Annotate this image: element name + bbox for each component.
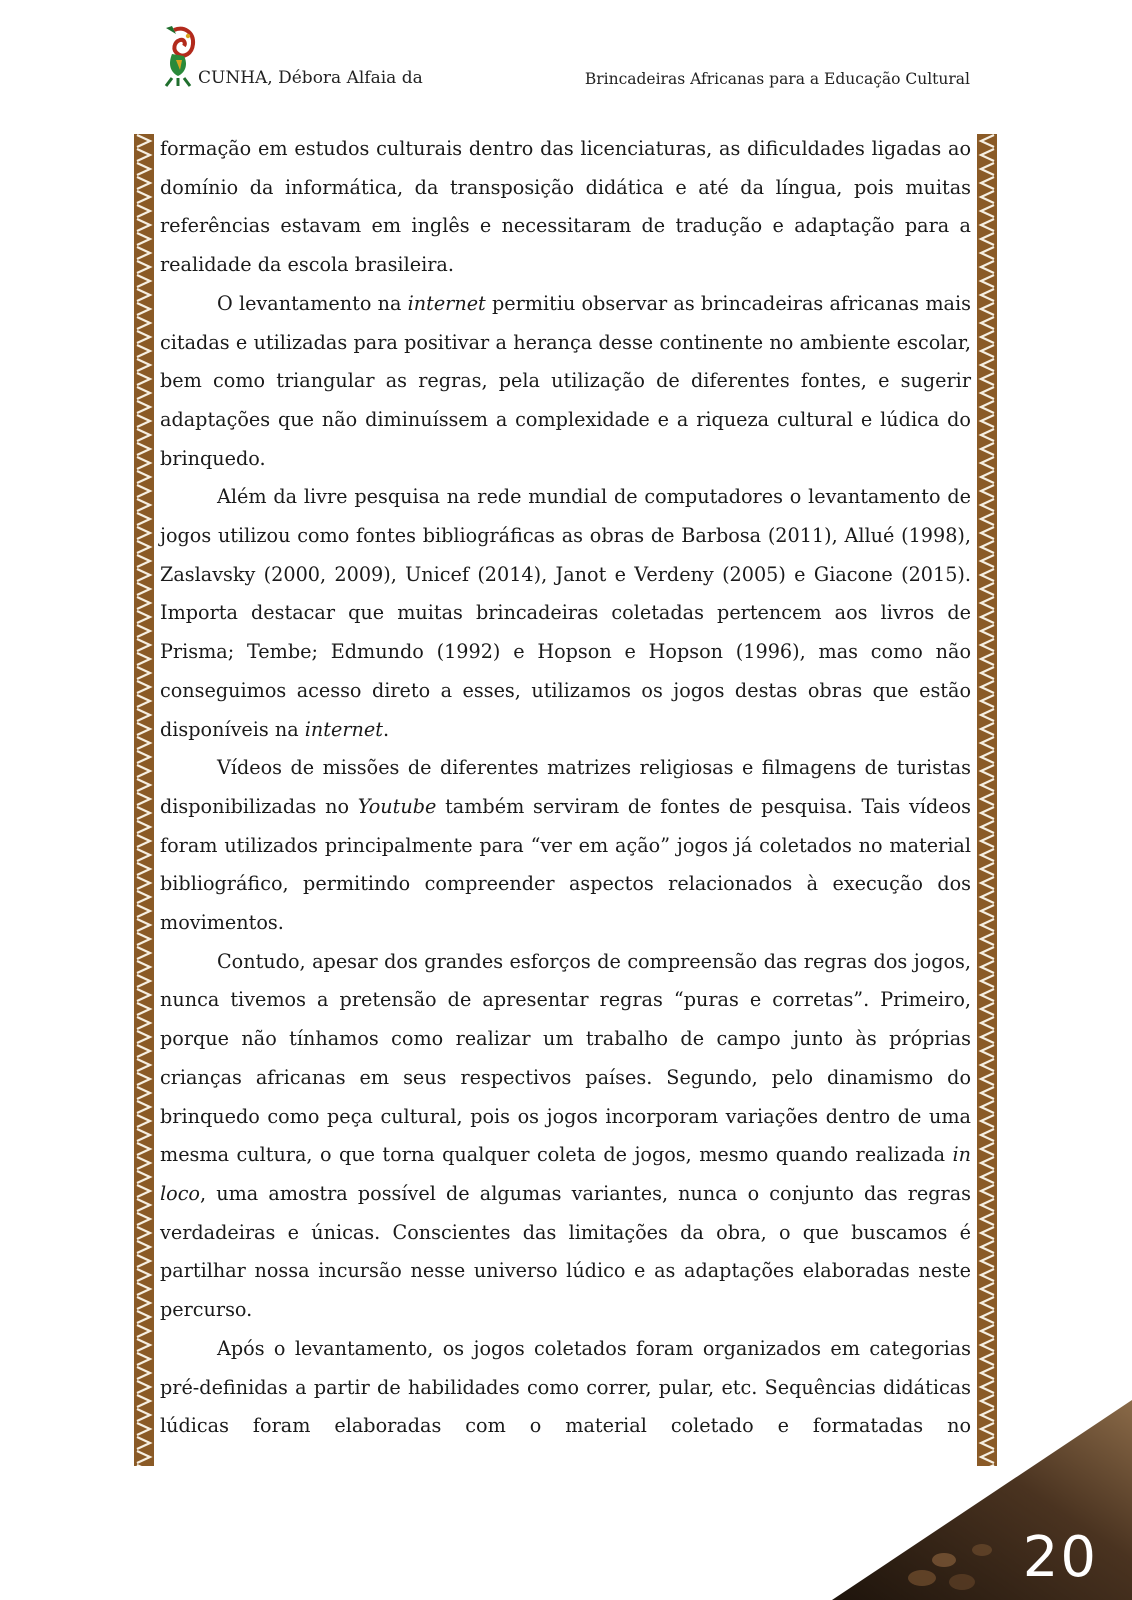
paragraph-6: Após o levantamento, os jogos coletados foram organizados em categorias pré-definidas a partir de habilidades como correr, pular, etc. Sequências didáticas lúdicas foram elaboradas com o material coletado e formatadas no — [160, 1336, 971, 1438]
page-number: 20 — [1022, 1525, 1098, 1590]
left-decorative-border — [134, 134, 154, 1466]
book-title: Brincadeiras Africanas para a Educação Cultural — [584, 70, 970, 88]
paragraph-5: Contudo, apesar dos grandes esforços de compreensão das regras dos jogos, nunca tivemos a pretensão de apresentar regras “puras e corretas”. Primeiro, porque não tínhamos como realizar um trabalho de campo junto às próprias crianças africanas em seus respectivos países. Segundo, pelo dinamismo do brinquedo como peça cultural, pois os jogos incorporam variações dentro de uma mesma cultura, o que torna qualquer coleta de jogos, mesmo quando realizada in loco, uma amostra possível de algumas variantes, nunca o conjunto das regras verdadeiras e únicas. Conscientes das limitações da obra, o que buscamos é partilhar nossa incursão nesse universo lúdico e as adaptações elaboradas neste percurso. — [160, 949, 971, 1322]
paragraph-3: Além da livre pesquisa na rede mundial de computadores o levantamento de jogos utilizou como fontes bibliográficas as obras de Barbosa (2011), Allué (1998), Zaslavsky (2000, 2009), Unicef (2014), Janot e Verdeny (2005) e Giacone (2015). Importa destacar que muitas brincadeiras coletadas pertencem aos livros de Prisma; Tembe; Edmundo (1992) e Hopson e Hopson (1996), mas como não conseguimos acesso direto a esses, utilizamos os jogos destas obras que estão disponíveis na internet. — [160, 485, 971, 741]
paragraph-4: Vídeos de missões de diferentes matrizes religiosas e filmagens de turistas disponibilizadas no Youtube também serviram de fontes de pesquisa. Tais vídeos foram utilizados principalmente para “ver em ação” jogos já coletados no material bibliográfico, permitindo compreender aspectos relacionados à execução dos movimentos. — [160, 756, 972, 935]
right-decorative-border — [977, 134, 997, 1466]
sankofa-bird-icon — [160, 24, 200, 88]
paragraph-2: O levantamento na internet permitiu observar as brincadeiras africanas mais citadas e utilizadas para positivar a herança desse continente no ambiente escolar, bem como triangular as regras, pela utilização de diferentes fontes, e sugerir adaptações que não diminuíssem a complexidade e a riqueza cultural e lúdica do brinquedo. — [160, 291, 971, 470]
author-name: CUNHA, Débora Alfaia da — [198, 68, 423, 88]
body-text — [160, 130, 971, 1446]
paragraph-1: formação em estudos culturais dentro das licenciaturas, as dificuldades ligadas ao domínio da informática, da transposição didática e até da língua, pois muitas referências estavam em inglês e necessitaram de tradução e adaptação para a realidade da escola brasileira. — [160, 137, 971, 277]
page-header — [160, 56, 970, 96]
